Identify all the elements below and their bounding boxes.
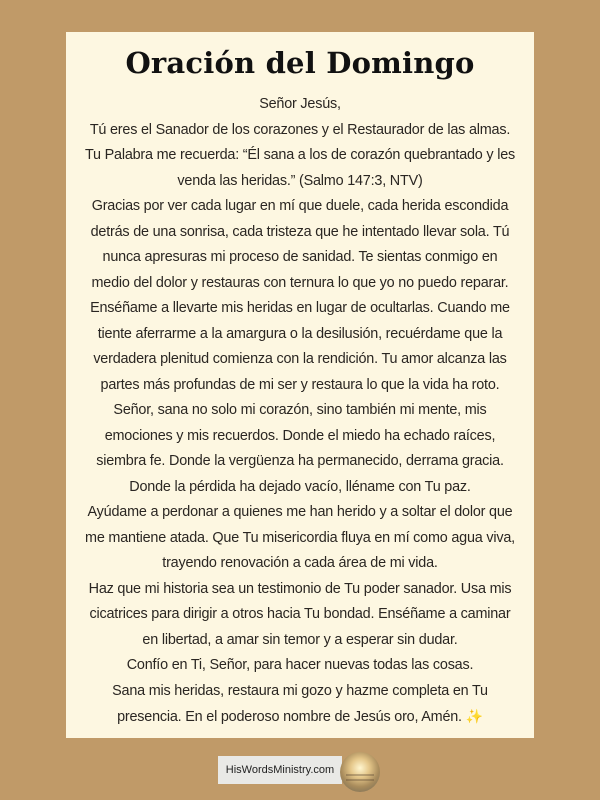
prayer-line: Enséñame a llevarte mis heridas en lugar de ocultarlas. Cuando me	[90, 300, 510, 316]
prayer-line: Tú eres el Sanador de los corazones y el Restaurador de las almas.	[89, 121, 511, 138]
prayer-line: detrás de una sonrisa, cada tristeza que he intentado llevar sola. Tú	[90, 223, 510, 240]
prayer-line: nunca apresuras mi proceso de sanidad. Te sientas conmigo en	[102, 249, 498, 265]
ministry-logo-icon	[340, 752, 380, 792]
prayer-line: Gracias por ver cada lugar en mí que duele, cada herida escondida	[91, 198, 509, 214]
prayer-line: verdadera plenitud comienza con la rendición. Tu amor alcanza las	[93, 351, 507, 367]
footer	[218, 752, 382, 786]
prayer-line: medio del dolor y restauras con ternura lo que yo no puedo reparar.	[91, 274, 509, 291]
prayer-line: partes más profundas de mi ser y restaura lo que la vida ha roto.	[100, 376, 500, 393]
prayer-line: en libertad, a amar sin temor y a esperar sin dudar.	[142, 631, 458, 648]
prayer-line: venda las heridas.” (Salmo 147:3, NTV)	[177, 172, 423, 189]
prayer-line: siembra fe. Donde la vergüenza ha permanecido, derrama gracia.	[96, 453, 504, 469]
prayer-line: Señor Jesús,	[259, 96, 341, 112]
page-title: Oración del Domingo	[125, 46, 475, 80]
prayer-line: Ayúdame a perdonar a quienes me han herido y a soltar el dolor que	[87, 504, 513, 520]
prayer-line: trayendo renovación a cada área de mi vida.	[162, 555, 438, 571]
prayer-line: emociones y mis recuerdos. Donde el miedo ha echado raíces,	[104, 427, 496, 444]
prayer-card	[66, 32, 534, 738]
prayer-line: Tu Palabra me recuerda: “Él sana a los de corazón quebrantado y les	[84, 147, 516, 163]
prayer-line: Haz que mi historia sea un testimonio de Tu poder sanador. Usa mis	[88, 580, 512, 597]
sparkle-icon: ✨	[465, 708, 483, 724]
prayer-line: presencia. En el poderoso nombre de Jesús oro, Amén. ✨	[117, 708, 483, 725]
prayer-line: cicatrices para dirigir a otros hacia Tu bondad. Enséñame a caminar	[89, 606, 511, 622]
prayer-body	[80, 92, 520, 731]
prayer-line: me mantiene atada. Que Tu misericordia fluya en mí como agua viva,	[85, 529, 515, 546]
prayer-line: Confío en Ti, Señor, para hacer nuevas todas las cosas.	[126, 657, 474, 673]
prayer-line: Donde la pérdida ha dejado vacío, lléname con Tu paz.	[129, 478, 471, 495]
prayer-line: tiente aferrarme a la amargura o la desilusión, recuérdame que la	[97, 325, 503, 342]
prayer-line: Sana mis heridas, restaura mi gozo y hazme completa en Tu	[112, 682, 488, 699]
site-link[interactable]: HisWordsMinistry.com	[218, 756, 342, 784]
prayer-line: Señor, sana no solo mi corazón, sino también mi mente, mis	[113, 402, 487, 418]
